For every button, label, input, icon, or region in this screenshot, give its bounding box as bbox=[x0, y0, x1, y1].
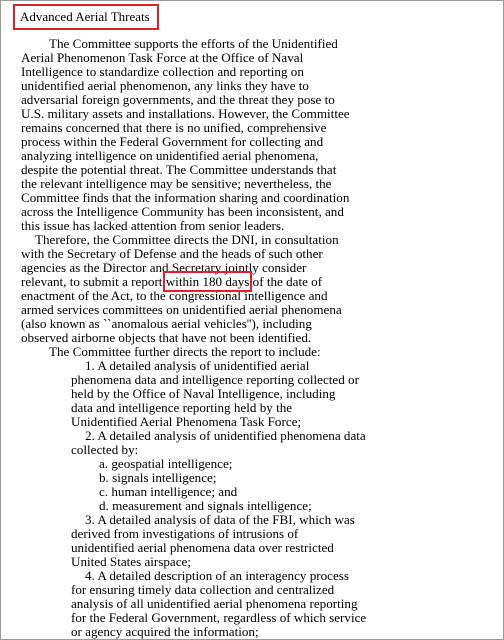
document-body bbox=[21, 37, 491, 639]
list-item-line: or agency acquired the information; bbox=[71, 624, 259, 639]
list-item-line: 3. A detailed analysis of data of the FBI, which was bbox=[85, 512, 355, 527]
text-line: Therefore, the Committee directs the DNI, in consultation bbox=[35, 232, 339, 247]
list-item-line: held by the Office of Naval Intelligence, including bbox=[71, 386, 336, 401]
text-line: remains concerned that there is no unified, comprehensive bbox=[21, 120, 327, 135]
list-item-line: for the Federal Government, regardless of which service bbox=[71, 610, 367, 625]
text-line: (also known as ``anomalous aerial vehicles''), including bbox=[21, 316, 312, 331]
text-line: adversarial foreign governments, and the threat they pose to bbox=[21, 92, 335, 107]
text-line: this issue has lacked attention from senior leaders. bbox=[21, 218, 285, 233]
list-item-line: 4. A detailed description of an interagency process bbox=[85, 568, 349, 583]
text-line: The Committee supports the efforts of the Unidentified bbox=[49, 36, 338, 51]
list-item-line: derived from investigations of intrusions of bbox=[71, 526, 299, 541]
text-line: Committee finds that the information sharing and coordination bbox=[21, 190, 350, 205]
text-line: with the Secretary of Defense and the heads of such other bbox=[21, 246, 323, 261]
text-line: enactment of the Act, to the congressional intelligence and bbox=[21, 288, 328, 303]
list-item-line: unidentified aerial phenomena data over restricted bbox=[71, 540, 334, 555]
text-line bbox=[21, 275, 491, 289]
text-line: U.S. military assets and installations. However, the Committee bbox=[21, 106, 350, 121]
list-item-line: 1. A detailed analysis of unidentified aerial bbox=[85, 358, 310, 373]
text-line: process within the Federal Government for collecting and bbox=[21, 134, 324, 149]
sub-item-line: d. measurement and signals intelligence; bbox=[99, 498, 312, 513]
list-item-line: data and intelligence reporting held by the bbox=[71, 400, 293, 415]
document-title: Advanced Aerial Threats bbox=[13, 4, 159, 30]
sub-item-line: b. signals intelligence; bbox=[99, 470, 217, 485]
text-span: relevant, to submit a report bbox=[21, 274, 166, 289]
list-item-line: Unidentified Aerial Phenomena Task Force; bbox=[71, 414, 302, 429]
sub-item-line: a. geospatial intelligence; bbox=[99, 456, 233, 471]
text-line: armed services committees on unidentified aerial phenomena bbox=[21, 302, 342, 317]
text-span: of the date of bbox=[249, 274, 323, 289]
list-item-line: analysis of all unidentified aerial phenomena reporting bbox=[71, 596, 358, 611]
text-line: agencies as the Director and Secretary jointly consider bbox=[21, 260, 307, 275]
list-item-line: United States airspace; bbox=[71, 554, 191, 569]
text-line: despite the potential threat. The Committee understands that bbox=[21, 162, 337, 177]
text-line: across the Intelligence Community has been inconsistent, and bbox=[21, 204, 344, 219]
text-line: observed airborne objects that have not been identified. bbox=[21, 330, 312, 345]
list-item-line: phenomena data and intelligence reporting collected or bbox=[71, 372, 359, 387]
text-line: the relevant intelligence may be sensitive; nevertheless, the bbox=[21, 176, 332, 191]
list-item-line: for ensuring timely data collection and centralized bbox=[71, 582, 335, 597]
text-line: analyzing intelligence on unidentified aerial phenomena, bbox=[21, 148, 319, 163]
list-item-line: 2. A detailed analysis of unidentified phenomena data bbox=[85, 428, 366, 443]
text-line: Aerial Phenomenon Task Force at the Office of Naval bbox=[21, 50, 304, 65]
sub-item-line: c. human intelligence; and bbox=[99, 484, 238, 499]
highlighted-phrase: within 180 days bbox=[165, 274, 250, 289]
text-line: unidentified aerial phenomenon, any links they have to bbox=[21, 78, 309, 93]
text-line: The Committee further directs the report to include: bbox=[49, 344, 321, 359]
text-line: Intelligence to standardize collection and reporting on bbox=[21, 64, 304, 79]
list-item-line: collected by: bbox=[71, 442, 139, 457]
